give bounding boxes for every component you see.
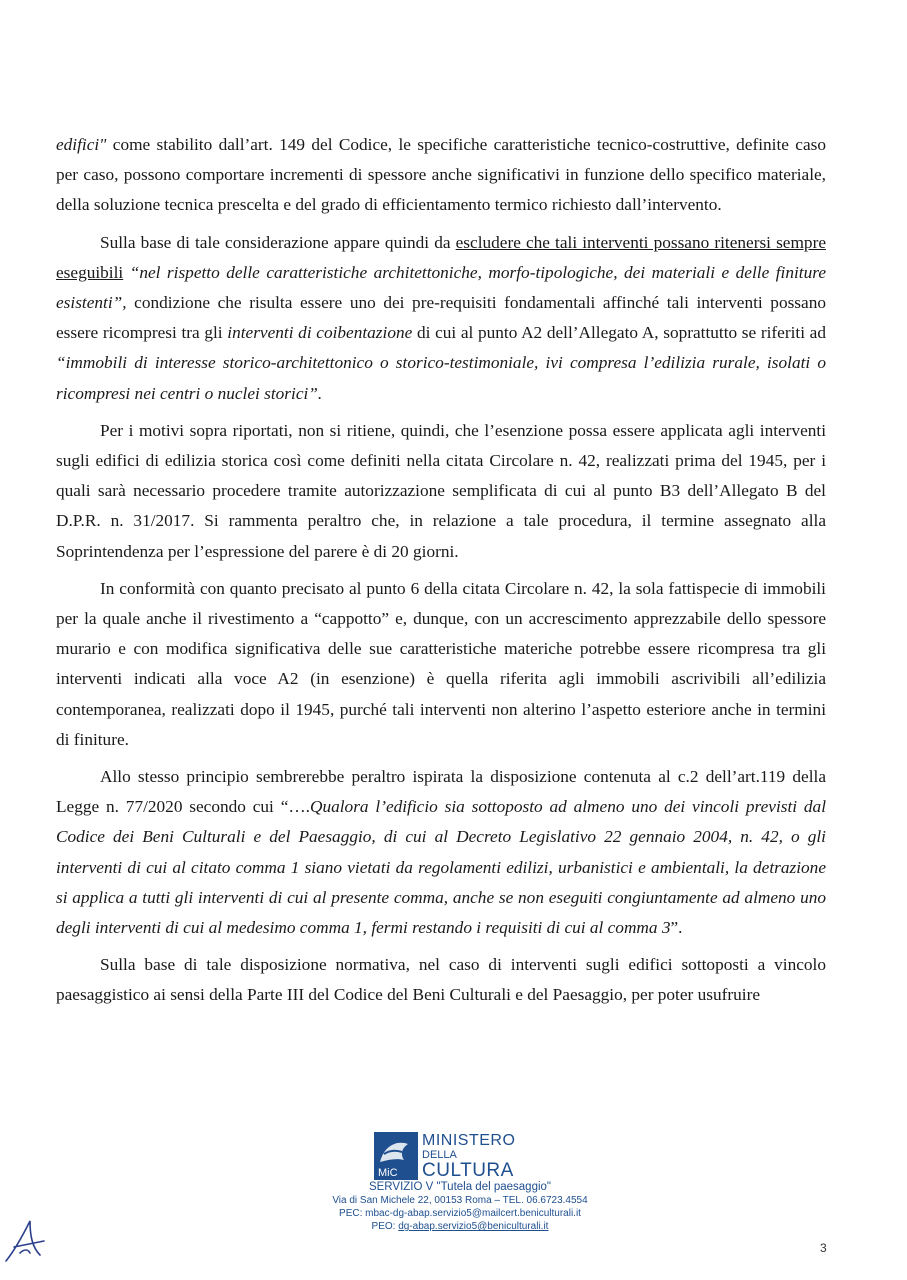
page-number: 3 — [820, 1241, 827, 1255]
document-body — [56, 130, 826, 1018]
ministry-logo — [374, 1132, 515, 1180]
peo-label: PEO: — [371, 1221, 399, 1232]
logo-line-ministero: MINISTERO — [422, 1132, 516, 1149]
paragraph-3: Per i motivi sopra riportati, non si ritiene, quindi, che l’esenzione possa essere applicata agli interventi sugli edifici di edilizia storica così come definiti nella citata Circolare n. 42, realizzati prima del 1945, per i quali sarà necessario procedere tramite autorizzazione semplificata di cui al punto B3 dell’Allegato B del D.P.R. n. 31/2017. Si rammenta peraltro che, in relazione a tale procedura, il termine assegnato alla Soprintendenza per l’espressione del parere è di 20 giorni. — [56, 420, 826, 561]
ministry-emblem-icon — [374, 1132, 418, 1180]
paragraph-5 — [56, 762, 826, 943]
paragraph-2 — [56, 228, 826, 409]
italic-quote: “nel rispetto delle caratteristiche architettoniche, morfo-tipologiche, dei materiali e delle finiture esistenti”, — [56, 262, 826, 313]
footer-address: Via di San Michele 22, 00153 Roma – TEL. 06.6723.4554 — [332, 1195, 588, 1206]
paragraph-text: di cui al punto A2 dell’Allegato A, soprattutto se riferiti ad — [412, 323, 826, 343]
peo-email-link[interactable]: dg-abap.servizio5@beniculturali.it — [398, 1221, 549, 1232]
paragraph-4: In conformità con quanto precisato al punto 6 della citata Circolare n. 42, la sola fattispecie di immobili per la quale anche il rivestimento a “cappotto” e, dunque, con un accrescimento apprezzabile dello spessore murario e con modifica significativa delle sue caratteristiche materiche potrebbe essere ricompresa tra gli interventi indicati alla voce A2 (in esenzione) è quella riferita agli immobili ascrivibili all’edilizia contemporanea, realizzati dopo il 1945, purché tali interventi non alterino l’aspetto esteriore anche in termini di finiture. — [56, 578, 826, 749]
italic-quote: “immobili di interesse storico-architettonico o storico-testimoniale, ivi compresa l’edilizia rurale, isolati o ricompresi nei centri o nuclei storici”. — [56, 353, 826, 403]
logo-wordmark — [422, 1132, 515, 1180]
italic-quote: edifici" — [56, 135, 107, 154]
footer-peo — [250, 1220, 670, 1233]
logo-mark-text: MiC — [378, 1167, 398, 1179]
paragraph-text: Allo stesso principio sembrerebbe peraltro ispirata la disposizione contenuta al c.2 dell’art.119 della Legge n. 77/2020 secondo cui “…. — [56, 767, 826, 817]
letterhead-footer — [250, 1180, 670, 1233]
logo-line-della: DELLA — [422, 1149, 457, 1161]
paragraph-1 — [56, 130, 826, 221]
footer-pec: PEC: mbac-dg-abap.servizio5@mailcert.beniculturali.it — [339, 1208, 581, 1219]
italic-quote: Qualora l’edificio sia sottoposto ad almeno uno dei vincoli previsti dal Codice dei Beni Culturali e del Paesaggio, di cui al Decreto Legislativo 22 gennaio 2004, n. 42, o gli interventi di cui al citato comma 1 siano vietati da regolamenti edilizi, urbanistici e ambientali, la detrazione si applica a tutti gli interventi di cui al presente comma, anche se non eseguiti congiuntamente ad almeno uno degli interventi di cui al medesimo comma 1, fermi restando i requisiti di cui al comma 3 — [56, 797, 827, 938]
service-name: SERVIZIO V "Tutela del paesaggio" — [368, 1181, 552, 1193]
paragraph-text: Sulla base di tale considerazione appare quindi da — [100, 232, 456, 252]
signature-mark-icon — [0, 1215, 48, 1265]
logo-line-cultura: CULTURA — [422, 1160, 514, 1181]
underlined-text: escludere che tali interventi possano ritenersi sempre eseguibili — [56, 232, 826, 282]
italic-term: interventi di coibentazione — [227, 323, 413, 343]
paragraph-text: condizione che risulta essere uno dei pre-requisiti fondamentali affinché tali interventi possano essere ricompresi tra gli — [56, 293, 826, 343]
paragraph-6: Sulla base di tale disposizione normativa, nel caso di interventi sugli edifici sottoposti a vincolo paesaggistico ai sensi della Parte III del Codice del Beni Culturali e del Paesaggio, per poter usufruire — [56, 955, 826, 1005]
paragraph-text: ”. — [670, 918, 683, 938]
paragraph-text: come stabilito dall’art. 149 del Codice, le specifiche caratteristiche tecnico-costruttive, definite caso per caso, possono comportare incrementi di spessore anche significativi in funzione dello specifico materiale, della soluzione tecnica prescelta e del grado di efficientamento termico richiesto dall’intervento. — [56, 135, 826, 215]
